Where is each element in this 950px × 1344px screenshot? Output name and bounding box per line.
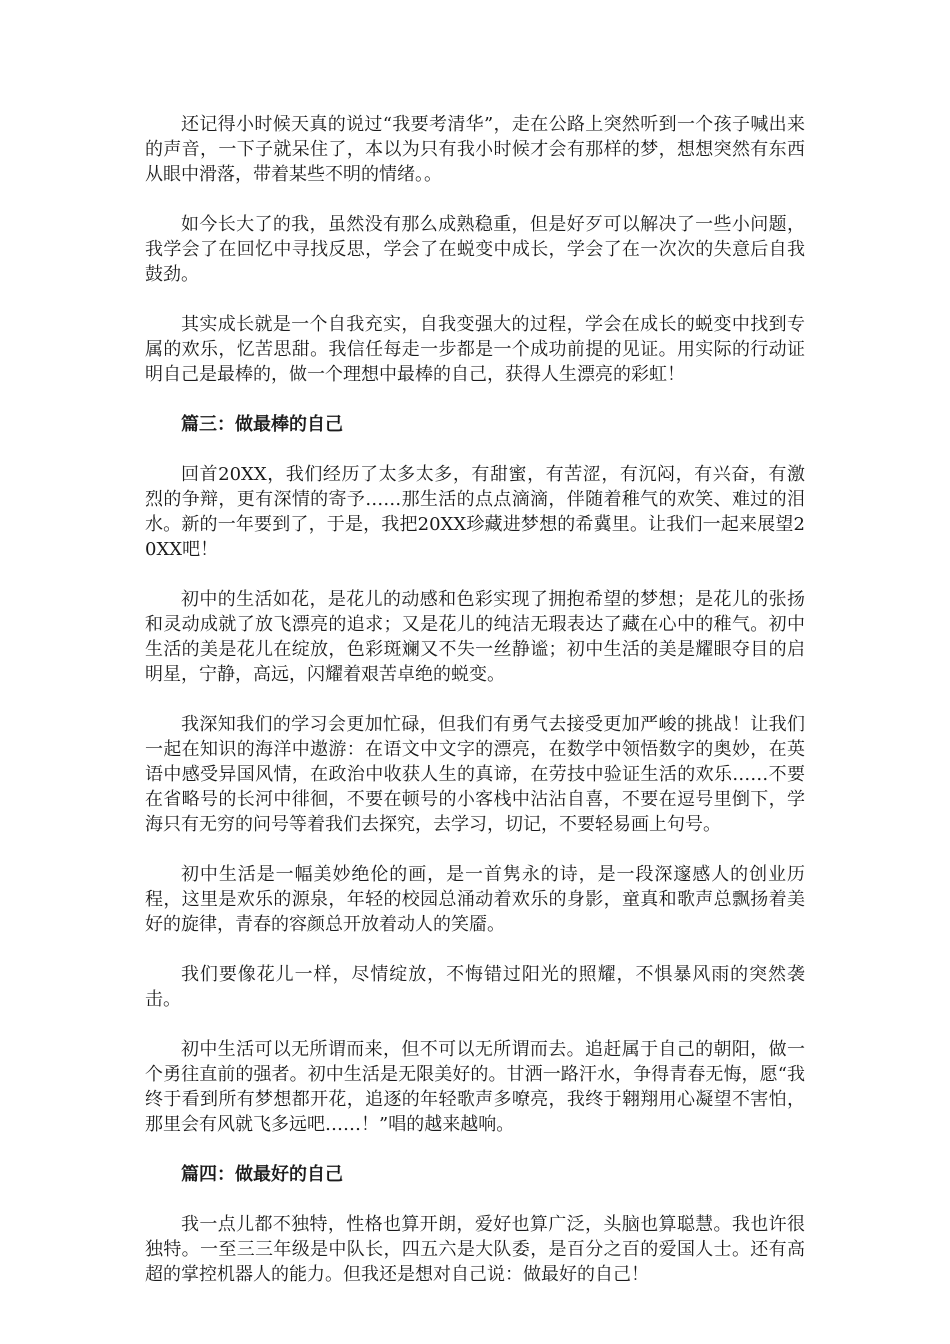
paragraph: 初中生活可以无所谓而来，但不可以无所谓而去。追赶属于自己的朝阳，做一个勇往直前的强者。初中生活是无限美好的。甘洒一路汗水，争得青春无悔，愿“我终于看到所有梦想都开花，追逐的年轻歌声多嘹亮，我终于翱翔用心凝望不害怕，那里会有风就飞多远吧……！”唱的越来越响。	[145, 1039, 805, 1135]
paragraph: 如今长大了的我，虽然没有那么成熟稳重，但是好歹可以解决了一些小问题，我学会了在回忆中寻找反思，学会了在蜕变中成长，学会了在一次次的失意后自我鼓劲。	[145, 214, 805, 285]
paragraph: 初中的生活如花，是花儿的动感和色彩实现了拥抱希望的梦想；是花儿的张扬和灵动成就了放飞漂亮的追求；又是花儿的纯洁无瑕表达了藏在心中的稚气。初中生活的美是花儿在绽放，色彩斑斓又不失一丝静谧；初中生活的美是耀眼夺目的启明星，宁静，高远，闪耀着艰苦卓绝的蜕变。	[145, 589, 805, 685]
paragraph: 其实成长就是一个自我充实，自我变强大的过程，学会在成长的蜕变中找到专属的欢乐，忆苦思甜。我信任每走一步都是一个成功前提的见证。用实际的行动证明自己是最棒的，做一个理想中最棒的自己，获得人生漂亮的彩虹！	[145, 314, 805, 385]
paragraph: 我们要像花儿一样，尽情绽放，不悔错过阳光的照耀，不惧暴风雨的突然袭击。	[145, 964, 805, 1010]
section-heading-4: 篇四：做最好的自己	[181, 1164, 343, 1185]
paragraph: 初中生活是一幅美妙绝伦的画，是一首隽永的诗，是一段深邃感人的创业历程，这里是欢乐的源泉，年轻的校园总涌动着欢乐的身影，童真和歌声总飘扬着美好的旋律，青春的容颜总开放着动人的笑靥。	[145, 864, 805, 935]
paragraph: 还记得小时候天真的说过“我要考清华”，走在公路上突然听到一个孩子喊出来的声音，一下子就呆住了，本以为只有我小时候才会有那样的梦，想想突然有东西从眼中滑落，带着某些不明的情绪。。	[145, 114, 805, 185]
paragraph: 我一点儿都不独特，性格也算开朗，爱好也算广泛，头脑也算聪慧。我也许很独特。一至三三年级是中队长，四五六是大队委，是百分之百的爱国人士。还有高超的掌控机器人的能力。但我还是想对自己说：做最好的自己！	[145, 1214, 805, 1285]
document-body	[145, 112, 805, 1312]
section-heading-3: 篇三：做最棒的自己	[181, 414, 343, 435]
paragraph: 回首20XX，我们经历了太多太多，有甜蜜，有苦涩，有沉闷，有兴奋，有激烈的争辩，更有深情的寄予……那生活的点点滴滴，伴随着稚气的欢笑、难过的泪水。新的一年要到了，于是，我把20XX珍藏进梦想的希冀里。让我们一起来展望20XX吧！	[145, 464, 805, 560]
paragraph: 我深知我们的学习会更加忙碌，但我们有勇气去接受更加严峻的挑战！让我们一起在知识的海洋中遨游：在语文中文字的漂亮，在数学中领悟数字的奥妙，在英语中感受异国风情，在政治中收获人生的真谛，在劳技中验证生活的欢乐……不要在省略号的长河中徘徊，不要在顿号的小客栈中沾沾自喜，不要在逗号里倒下，学海只有无穷的问号等着我们去探究，去学习，切记，不要轻易画上句号。	[145, 714, 805, 835]
